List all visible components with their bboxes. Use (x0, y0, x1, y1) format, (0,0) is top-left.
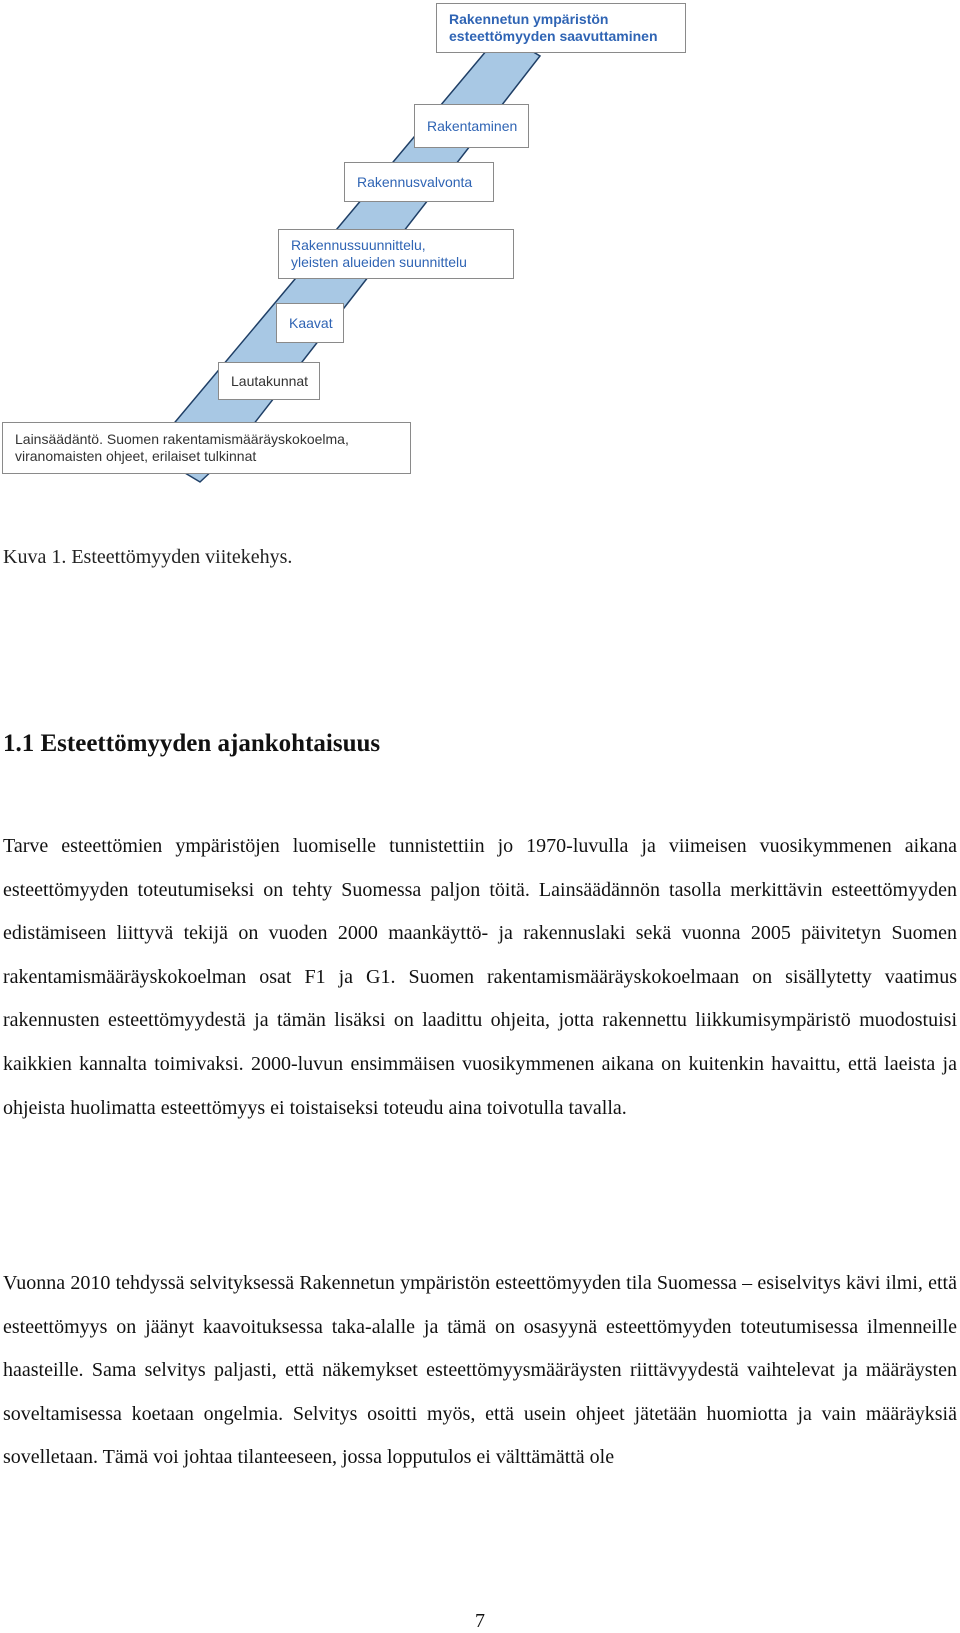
step-box-boards (218, 362, 320, 400)
step-line: Rakennusvalvonta (357, 173, 473, 190)
step-line: Rakentaminen (427, 117, 518, 134)
accessibility-framework-diagram (0, 0, 960, 490)
step-box-construction (414, 104, 529, 148)
step-line: viranomaisten ohjeet, erilaiset tulkinnat (15, 448, 257, 464)
body-paragraph: Tarve esteettömien ympäristöjen luomiselle tunnistettiin jo 1970-luvulla ja viimeisen vuosikymmenen aikana esteettömyyden toteutumiseksi on tehty Suomessa paljon töitä. Lainsäädännön tasolla merkittävin esteettömyyden edistämiseen liittyvä tekijä on vuoden 2000 maankäyttö- ja rakennuslaki sekä vuonna 2005 päivitetyn Suomen rakentamismääräyskokoelman osat F1 ja G1. Suomen rakentamismääräyskokoelmaan on sisällytetty vaatimus rakennusten esteettömyydestä ja tämän lisäksi on laadittu ohjeita, jotta rakennettu liikkumisympäristö muodostuisi kaikkien kannalta toimivaksi. 2000-luvun ensimmäisen vuosikymmenen aikana on kuitenkin havaittu, että laeista ja ohjeista huolimatta esteettömyys ei toistaiseksi toteudu aina toivotulla tavalla. (3, 835, 957, 1119)
step-box-zoning (276, 303, 344, 343)
step-box-building-control (344, 162, 494, 202)
figure-caption: Kuva 1. Esteettömyyden viitekehys. (3, 546, 293, 568)
step-line: esteettömyyden saavuttaminen (449, 28, 658, 44)
body-paragraph: Vuonna 2010 tehdyssä selvityksessä Rakennetun ympäristön esteettömyyden tila Suomessa – esiselvitys kävi ilmi, että esteettömyys on jäänyt kaavoituksessa taka-alalle ja tämä on osasyynä esteettömyyden toteutumisessa ilmenneille haasteille. Sama selvitys paljasti, että näkemykset esteettömyysmääräysten riittävyydestä vaihtelevat ja määräysten soveltamisessa koetaan ongelmia. Selvitys osoitti myös, että usein ohjeet jätetään huomiotta ja vain määräyksiä sovelletaan. Tämä voi johtaa tilanteeseen, jossa lopputulos ei välttämättä ole (3, 1272, 957, 1469)
step-line: Lautakunnat (231, 372, 309, 389)
step-box-building-design (278, 229, 514, 279)
step-line: yleisten alueiden suunnittelu (291, 254, 467, 270)
step-line: Rakennussuunnittelu, (291, 237, 426, 253)
step-line: Rakennetun ympäristön (449, 11, 609, 27)
page-number: 7 (475, 1610, 485, 1632)
step-line: Lainsäädäntö. Suomen rakentamismääräyskokoelma, (15, 431, 349, 447)
step-box-goal (436, 3, 686, 53)
step-box-legislation (2, 422, 411, 474)
step-line: Kaavat (289, 314, 333, 331)
section-heading: 1.1 Esteettömyyden ajankohtaisuus (3, 730, 381, 757)
